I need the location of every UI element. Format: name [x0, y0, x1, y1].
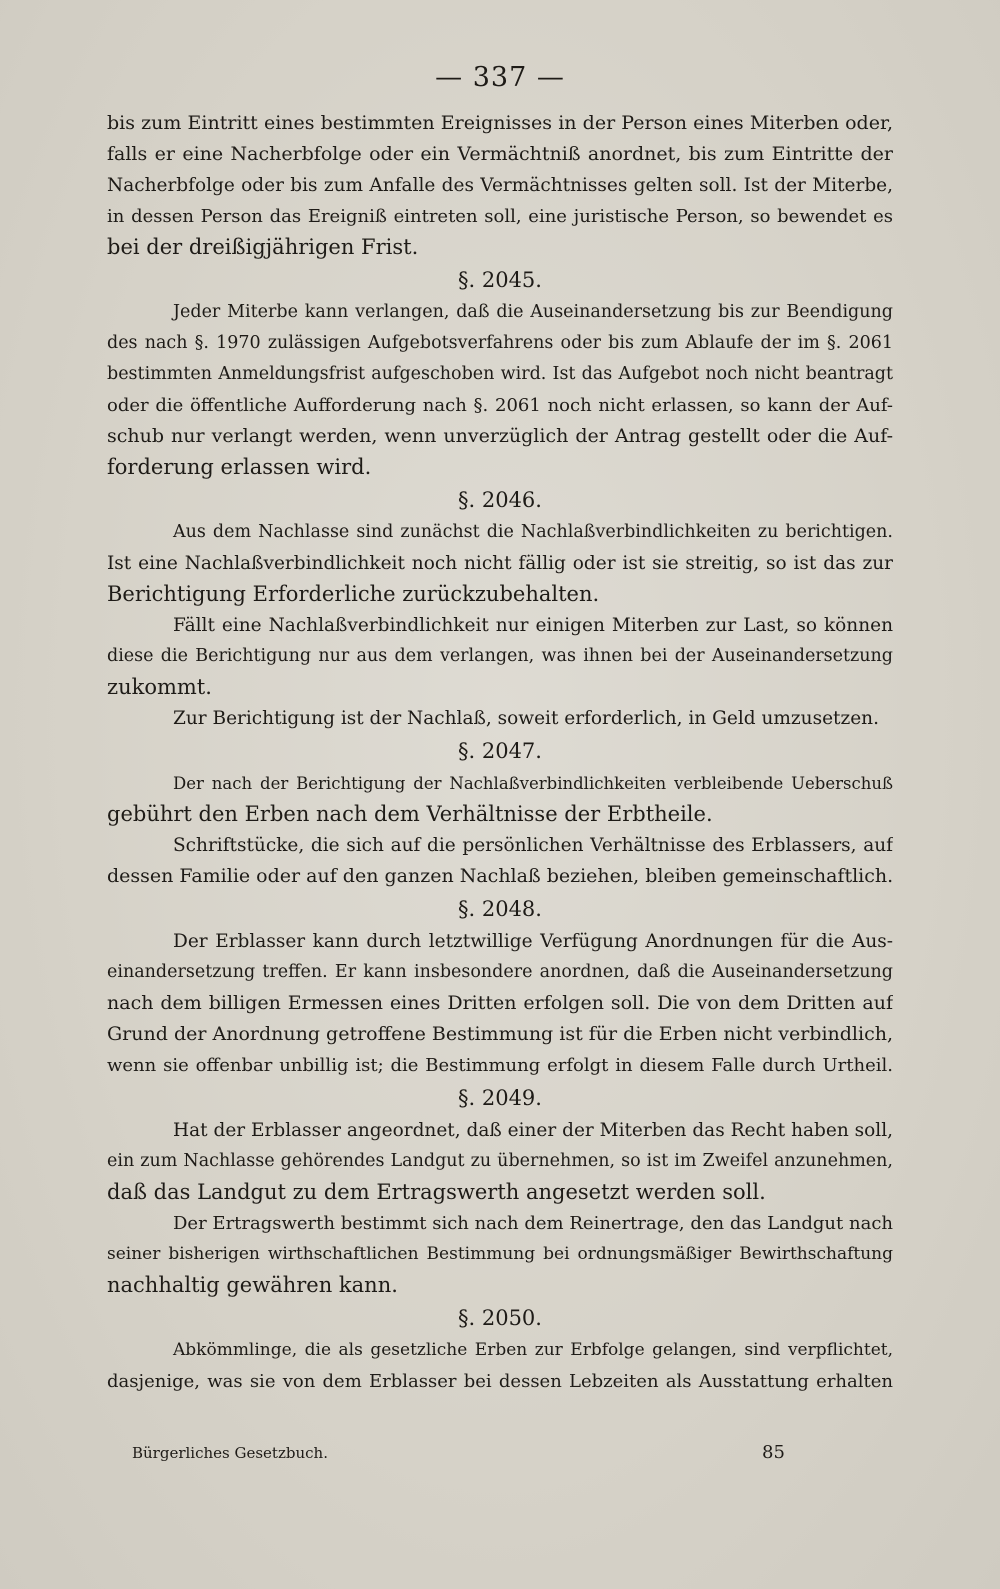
text-line: Grund der Anordnung getroffene Bestimmung ist für die Erben nicht verbindlich, — [107, 1023, 893, 1045]
text-line: bestimmten Anmeldungsfrist aufgeschoben wird. Ist das Aufgebot noch nicht beantragt — [107, 364, 893, 384]
text-line: Aus dem Nachlasse sind zunächst die Nachlaßverbindlichkeiten zu berichtigen. — [173, 522, 893, 542]
text-line: schub nur verlangt werden, wenn unverzüglich der Antrag gestellt oder die Auf- — [107, 425, 893, 447]
text-line: diese die Berichtigung nur aus dem verlangen, was ihnen bei der Auseinandersetzung — [107, 646, 893, 666]
text-line: des nach §. 1970 zulässigen Aufgebotsverfahrens oder bis zum Ablaufe der im §. 2061 — [107, 333, 893, 353]
page-number: — 337 — — [435, 62, 565, 93]
text-line: oder die öffentliche Aufforderung nach §. 2061 noch nicht erlassen, so kann der Auf- — [107, 395, 893, 416]
text-line: seiner bisherigen wirthschaftlichen Bestimmung bei ordnungsmäßiger Bewirthschaftung — [107, 1244, 893, 1264]
text-line: zukommt. — [107, 675, 212, 699]
footer-sheet-number: 85 — [762, 1442, 785, 1463]
text-line: falls er eine Nacherbfolge oder ein Vermächtniß anordnet, bis zum Eintritte der — [107, 143, 893, 165]
text-line: nach dem billigen Ermessen eines Dritten erfolgen soll. Die von dem Dritten auf — [107, 992, 893, 1014]
text-line: dessen Familie oder auf den ganzen Nachlaß beziehen, bleiben gemeinschaftlich. — [107, 865, 893, 887]
text-line: Der Ertragswerth bestimmt sich nach dem Reinertrage, den das Landgut nach — [173, 1213, 893, 1234]
text-line: Schriftstücke, die sich auf die persönlichen Verhältnisse des Erblassers, auf — [173, 835, 893, 856]
page-footer — [132, 1442, 896, 1470]
text-line: Fällt eine Nachlaßverbindlichkeit nur einigen Miterben zur Last, so können — [173, 615, 893, 636]
text-line: in dessen Person das Ereigniß eintreten soll, eine juristische Person, so bewendet es — [107, 206, 893, 227]
text-line: forderung erlassen wird. — [107, 455, 372, 479]
text-line: Der Erblasser kann durch letztwillige Verfügung Anordnungen für die Aus- — [173, 931, 893, 952]
text-line: Nacherbfolge oder bis zum Anfalle des Vermächtnisses gelten soll. Ist der Miterbe, — [107, 175, 893, 196]
text-line: wenn sie offenbar unbillig ist; die Bestimmung erfolgt in diesem Falle durch Urtheil. — [107, 1055, 893, 1076]
text-line: Abkömmlinge, die als gesetzliche Erben zur Erbfolge gelangen, sind verpflichtet, — [173, 1340, 893, 1360]
text-line: daß das Landgut zu dem Ertragswerth angesetzt werden soll. — [107, 1180, 766, 1204]
section-heading: §. 2045. — [458, 268, 542, 292]
section-heading: §. 2047. — [458, 739, 542, 763]
section-heading: §. 2049. — [458, 1086, 542, 1110]
text-line: dasjenige, was sie von dem Erblasser bei dessen Lebzeiten als Ausstattung erhalten — [107, 1371, 893, 1392]
text-line: bis zum Eintritt eines bestimmten Ereignisses in der Person eines Miterben oder, — [107, 112, 893, 134]
text-line: ein zum Nachlasse gehörendes Landgut zu übernehmen, so ist im Zweifel anzunehmen, — [107, 1151, 893, 1171]
text-line: Jeder Miterbe kann verlangen, daß die Auseinandersetzung bis zur Beendigung — [173, 302, 893, 322]
text-line: Hat der Erblasser angeordnet, daß einer der Miterben das Recht haben soll, — [173, 1120, 893, 1141]
text-line: Zur Berichtigung ist der Nachlaß, soweit erforderlich, in Geld umzusetzen. — [173, 708, 879, 729]
text-line: nachhaltig gewähren kann. — [107, 1273, 398, 1297]
section-heading: §. 2048. — [458, 897, 542, 921]
text-line: Der nach der Berichtigung der Nachlaßverbindlichkeiten verbleibende Ueberschuß — [173, 774, 893, 793]
section-heading: §. 2046. — [458, 488, 542, 512]
text-line: gebührt den Erben nach dem Verhältnisse der Erbtheile. — [107, 802, 713, 826]
text-line: einandersetzung treffen. Er kann insbesondere anordnen, daß die Auseinandersetzung — [107, 962, 893, 982]
page-body — [107, 108, 893, 1397]
text-line: bei der dreißigjährigen Frist. — [107, 235, 419, 259]
footer-signature: Bürgerliches Gesetzbuch. — [132, 1444, 328, 1462]
text-line: Ist eine Nachlaßverbindlichkeit noch nicht fällig oder ist sie streitig, so ist das zur — [107, 553, 893, 574]
section-heading: §. 2050. — [458, 1306, 542, 1330]
text-line: Berichtigung Erforderliche zurückzubehalten. — [107, 582, 600, 606]
